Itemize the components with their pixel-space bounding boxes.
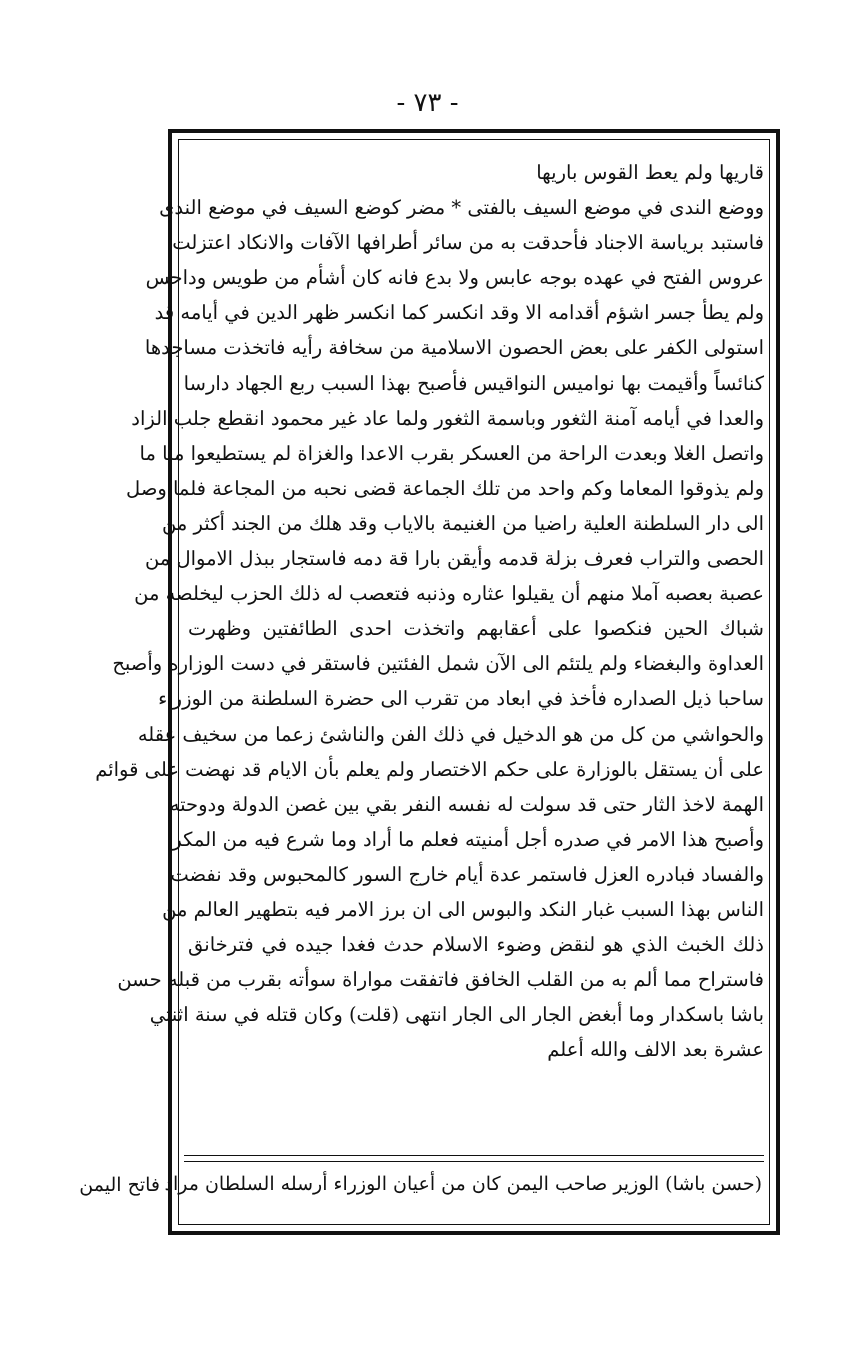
footnote-divider	[184, 1155, 764, 1156]
text-line: واتصل الغلا وبعدت الراحة من العسكر بقرب الاعدا والغزاة لم يستطيعوا منا ما	[139, 441, 764, 465]
page-number: - ٧٣ -	[396, 88, 459, 118]
text-line: عصبة بعصبه آملا منهم أن يقيلوا عثاره وذنبه فتعصب له ذلك الحزب ليخلصه من	[134, 582, 764, 606]
text-line: فاستراح مما ألم به من القلب الخافق فاتفقت مواراة سوأته بقرب من قبله حسن	[117, 968, 764, 992]
text-line: الناس بهذا السبب غبار النكد والبوس الى ان برز الامر فيه بتطهير العالم من	[162, 897, 764, 921]
text-line: الى دار السلطنة العلية راضيا من الغنيمة بالاياب وقد هلك من الجند أكثر من	[162, 511, 764, 535]
text-line: فاستبد برياسة الاجناد فأحدقت به من سائر أطرافها الآفات والانكاد اعتزلت	[172, 231, 764, 255]
text-line: والعدا في أيامه آمنة الثغور وباسمة الثغور ولما عاد غير محمود انقطع جلب الزاد	[131, 406, 764, 430]
text-line: ووضع الندى في موضع السيف بالفتى * مضر كوضع السيف في موضع الندى	[159, 196, 764, 220]
text-line: ذلك الخبث الذي هو لنقض وضوء الاسلام حدث فغدا جيده في فترخانق	[188, 933, 764, 957]
footnote-text: (حسن باشا) الوزير صاحب اليمن كان من أعيان الوزراء أرسله السلطان مراد	[164, 1173, 762, 1195]
text-line: ساحبا ذيل الصداره فأخذ في ابعاد من تقرب الى حضرة السلطنة من الوزراء	[158, 687, 764, 711]
main-text	[95, 155, 764, 1067]
text-line: العداوة والبغضاء ولم يلتئم الى الآن شمل الفئتين فاستقر في دست الوزاره وأصبح	[112, 652, 764, 676]
text-line: ولم يذوقوا المعاما وكم واحد من تلك الجماعة قضى نحبه من المجاعة فلما وصل	[126, 476, 764, 500]
text-line: والفساد فبادره العزل فاستمر عدة أيام خارج السور كالمحبوس وقد نفضت	[170, 862, 764, 886]
text-line: ولم يطأ جسر اشؤم أقدامه الا وقد انكسر كما انكسر ظهر الدين في أيامه قد	[154, 301, 764, 325]
text-line: كنائساً وأقيمت بها نواميس النواقيس فأصبح بهذا السبب ربع الجهاد دارسا	[183, 371, 764, 395]
text-line: استولى الكفر على بعض الحصون الاسلامية من سخافة رأيه فاتخذت مساجدها	[144, 336, 764, 360]
margin-note: فاتح اليمن	[79, 1174, 160, 1196]
text-line: عروس الفتح في عهده بوجه عابس ولا بدع فانه كان أشأم من طويس وداحس	[145, 266, 764, 290]
text-line: وأصبح هذا الامر في صدره أجل أمنيته فعلم ما أراد وما شرع فيه من المكر	[172, 827, 764, 851]
text-line: شباك الحين فنكصوا على أعقابهم واتخذت احدى الطائفتين وظهرت	[188, 617, 764, 641]
text-line: قاريها ولم يعط القوس باريها	[536, 161, 764, 184]
text-line: عشرة بعد الالف والله أعلم	[547, 1038, 764, 1062]
text-line: الحصى والتراب فعرف بزلة قدمه وأيقن بارا قة دمه فاستجار ببذل الاموال من	[144, 547, 764, 571]
footnote-divider-second	[184, 1161, 764, 1162]
text-line: على أن يستقل بالوزارة على حكم الاختصار ولم يعلم بأن الايام قد نهضت على قوائم	[95, 757, 764, 781]
text-line: والحواشي من كل من هو الدخيل في ذلك الفن والناشئ زعما من سخيف عقله	[137, 722, 764, 746]
text-line: باشا باسكدار وما أبغض الجار الى الجار انتهى (قلت) وكان قتله في سنة اثنتي	[149, 1003, 764, 1027]
text-line: الهمة لاخذ الثار حتى قد سولت له نفسه النفر بقي بين غصن الدولة ودوحته	[169, 792, 764, 816]
